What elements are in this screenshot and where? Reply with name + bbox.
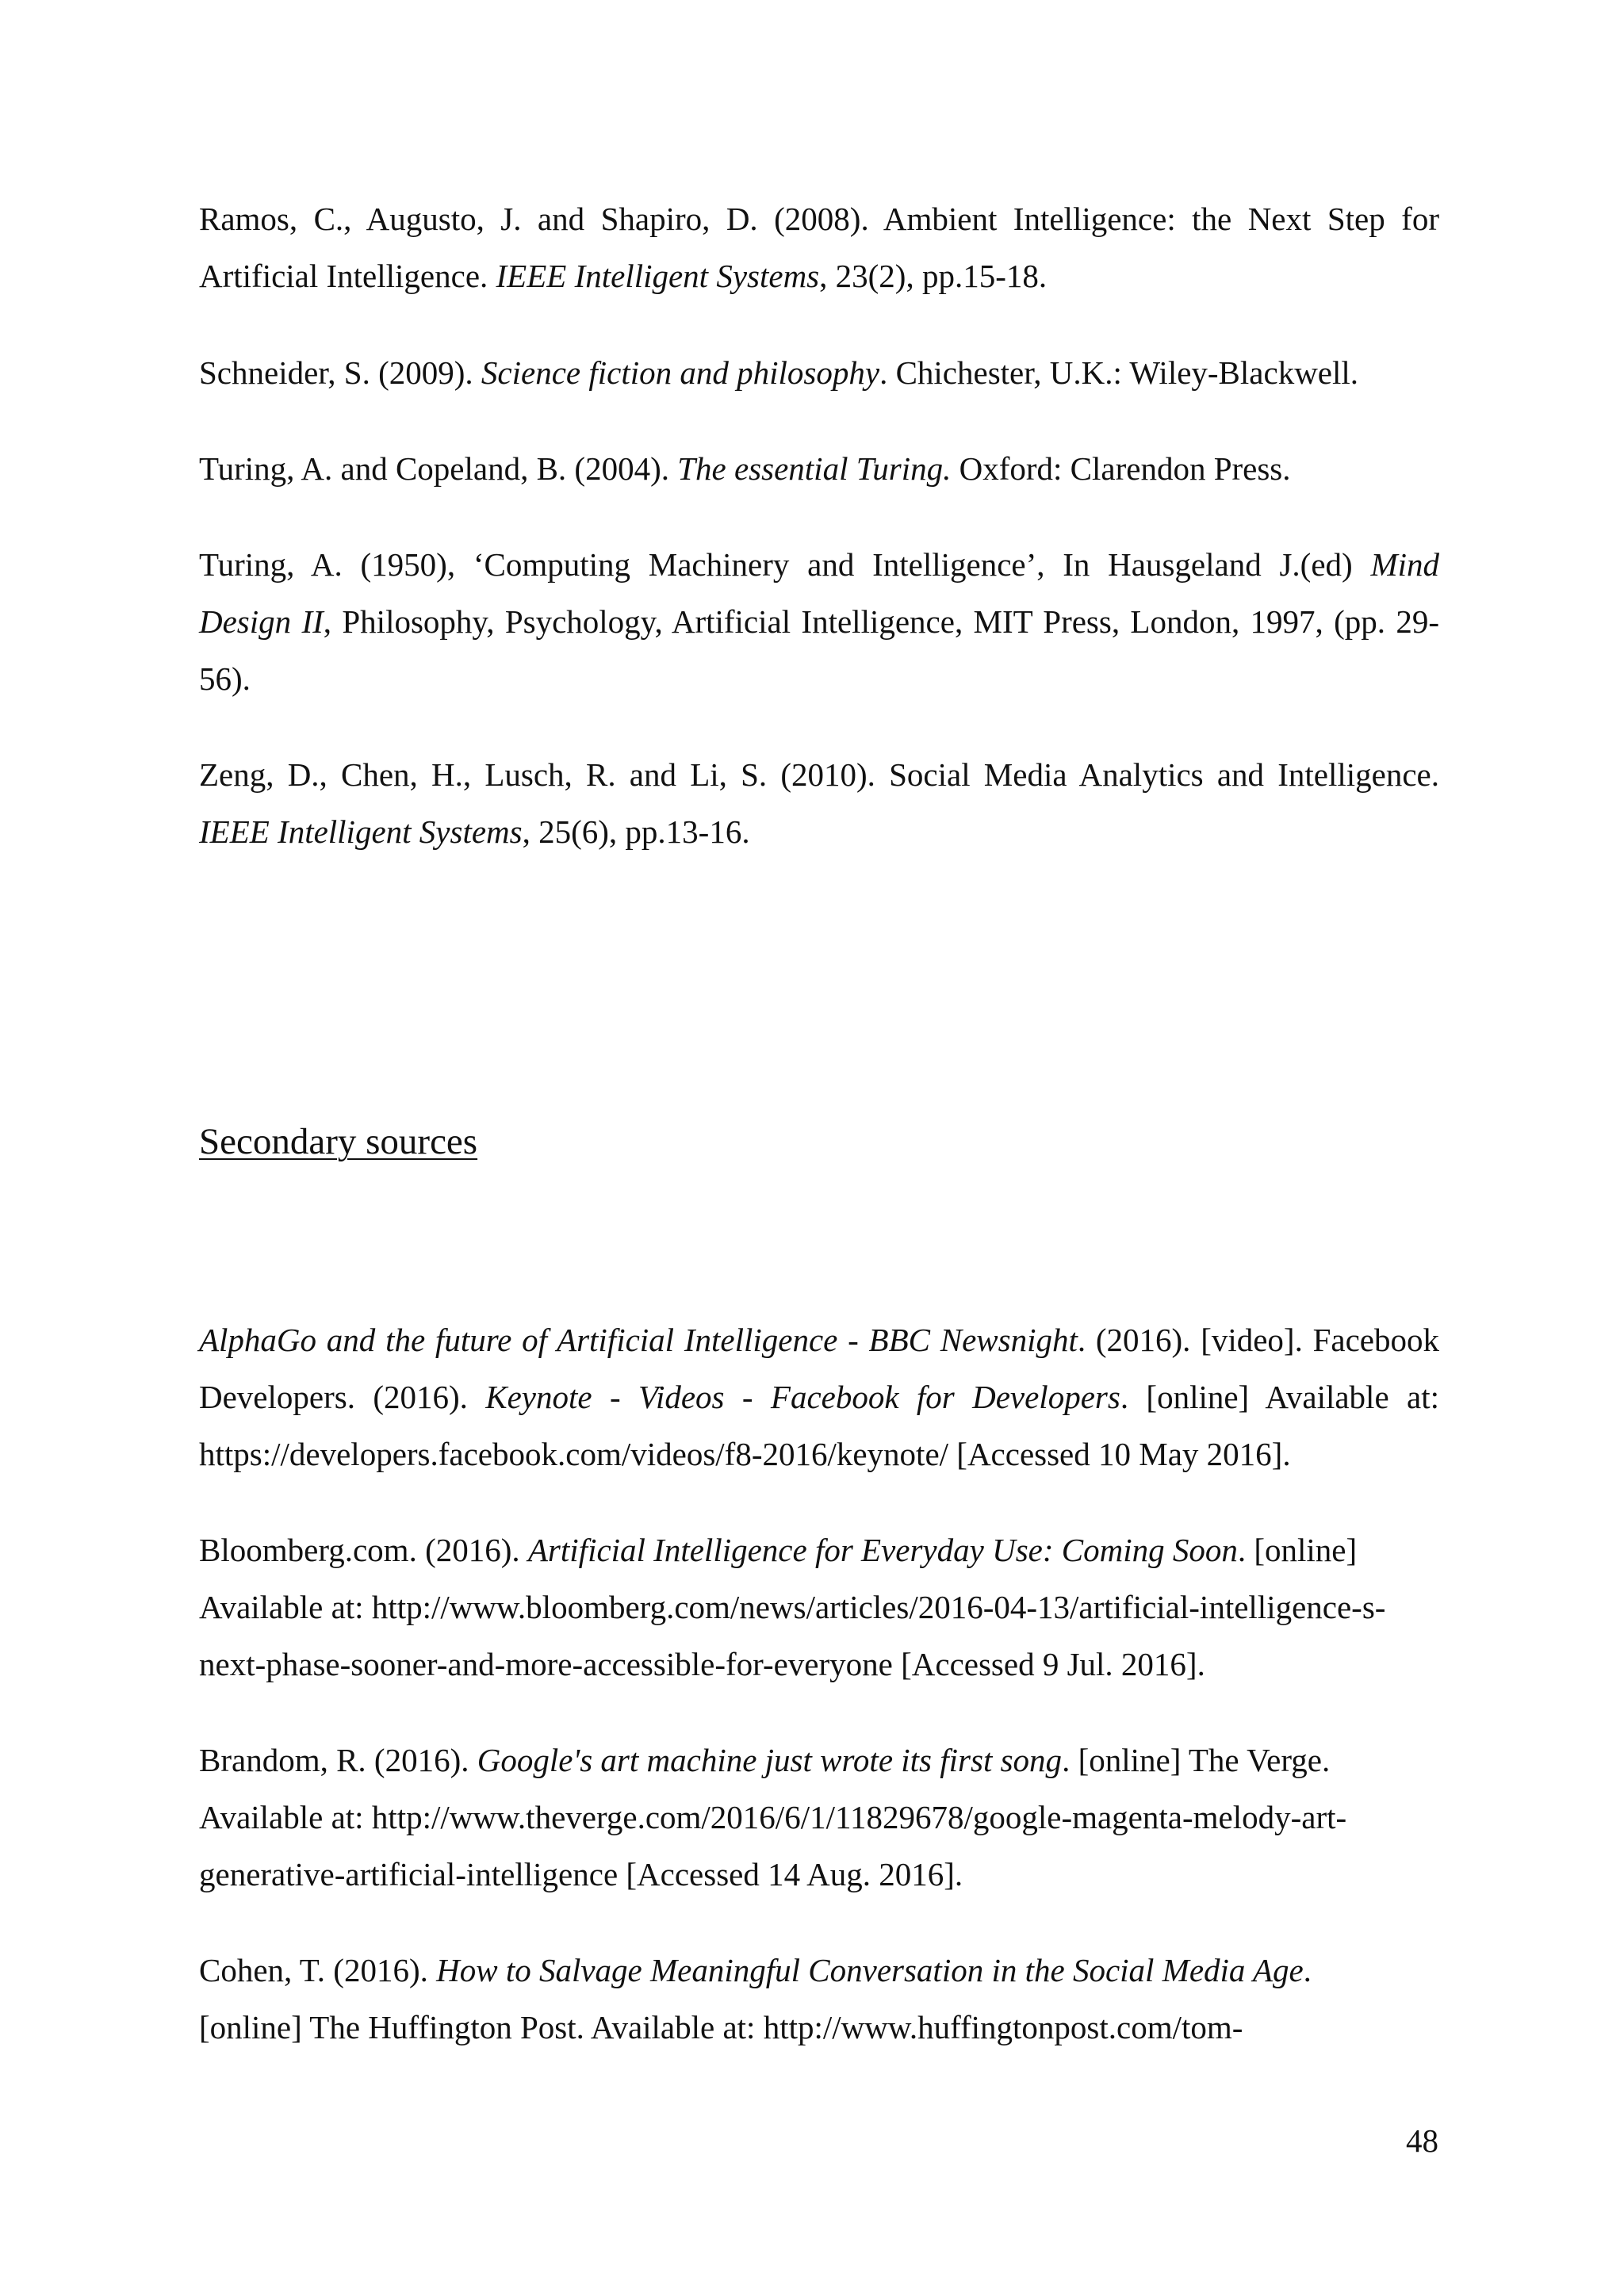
reference-title: Mind <box>1370 546 1439 583</box>
reference-line: Cohen, T. (2016). How to Salvage Meaningful Conversation in the Social Media Age. <box>199 1952 1312 1988</box>
reference-title: Design II <box>199 603 324 640</box>
reference-entry <box>199 746 1439 860</box>
reference-line: Zeng, D., Chen, H., Lusch, R. and Li, S. (2010). Social Media Analytics and Intelligence. <box>199 756 1439 793</box>
reference-line: Design II, Philosophy, Psychology, Artificial Intelligence, MIT Press, London, 1997, (pp. 29- <box>199 603 1439 640</box>
reference-line: 56). <box>199 660 251 697</box>
reference-line: Developers. (2016). Keynote - Videos - Facebook for Developers. [online] Available at: <box>199 1379 1439 1415</box>
reference-line: Artificial Intelligence. IEEE Intelligent Systems, 23(2), pp.15-18. <box>199 258 1048 294</box>
reference-line: Turing, A. and Copeland, B. (2004). The essential Turing. Oxford: Clarendon Press. <box>199 450 1291 487</box>
reference-title: Keynote - Videos - Facebook for Developers <box>485 1379 1120 1415</box>
reference-line: [online] The Huffington Post. Available at: http://www.huffingtonpost.com/tom- <box>199 2009 1243 2045</box>
section-heading: Secondary sources <box>199 1121 478 1162</box>
reference-line: Schneider, S. (2009). Science fiction and philosophy. Chichester, U.K.: Wiley-Blackwell. <box>199 354 1359 391</box>
reference-entry <box>199 344 1439 401</box>
reference-list-primary <box>199 190 1439 860</box>
reference-entry <box>199 1521 1439 1693</box>
reference-line: Bloomberg.com. (2016). Artificial Intelligence for Everyday Use: Coming Soon. [online] <box>199 1532 1358 1568</box>
reference-line: generative-artificial-intelligence [Accessed 14 Aug. 2016]. <box>199 1856 963 1892</box>
page-number: 48 <box>1406 2122 1438 2159</box>
reference-line: https://developers.facebook.com/videos/f8-2016/keynote/ [Accessed 10 May 2016]. <box>199 1436 1291 1472</box>
reference-entry <box>199 190 1439 304</box>
reference-title: IEEE Intelligent Systems <box>496 258 820 294</box>
reference-line: Available at: http://www.theverge.com/2016/6/1/11829678/google-magenta-melody-art- <box>199 1799 1347 1835</box>
reference-line: Brandom, R. (2016). Google's art machine just wrote its first song. [online] The Verge. <box>199 1742 1331 1778</box>
reference-line: Available at: http://www.bloomberg.com/news/articles/2016-04-13/artificial-intelligence-s- <box>199 1589 1386 1625</box>
reference-title: IEEE Intelligent Systems <box>199 813 523 850</box>
reference-line: AlphaGo and the future of Artificial Intelligence - BBC Newsnight. (2016). [video]. Facebook <box>199 1322 1440 1358</box>
reference-title: The essential Turing. <box>677 450 952 487</box>
reference-title: Science fiction and philosophy <box>481 354 880 391</box>
reference-line: next-phase-sooner-and-more-accessible-for-everyone [Accessed 9 Jul. 2016]. <box>199 1646 1205 1682</box>
reference-title: Google's art machine just wrote its first song <box>477 1742 1063 1778</box>
reference-entry <box>199 1311 1439 1483</box>
reference-title: AlphaGo and the future of Artificial Intelligence - BBC Newsnight <box>199 1322 1078 1358</box>
reference-entry <box>199 440 1439 497</box>
reference-line: Turing, A. (1950), ‘Computing Machinery and Intelligence’, In Hausgeland J.(ed) Mind <box>199 546 1439 583</box>
reference-entry <box>199 536 1439 707</box>
reference-entry <box>199 1732 1439 1903</box>
reference-title: How to Salvage Meaningful Conversation in the Social Media Age <box>436 1952 1304 1988</box>
reference-line: IEEE Intelligent Systems, 25(6), pp.13-16. <box>199 813 750 850</box>
reference-line: Ramos, C., Augusto, J. and Shapiro, D. (2008). Ambient Intelligence: the Next Step for <box>199 201 1439 237</box>
reference-list-secondary <box>199 1311 1439 2056</box>
reference-title: Artificial Intelligence for Everyday Use: Coming Soon <box>527 1532 1238 1568</box>
reference-entry <box>199 1942 1439 2056</box>
